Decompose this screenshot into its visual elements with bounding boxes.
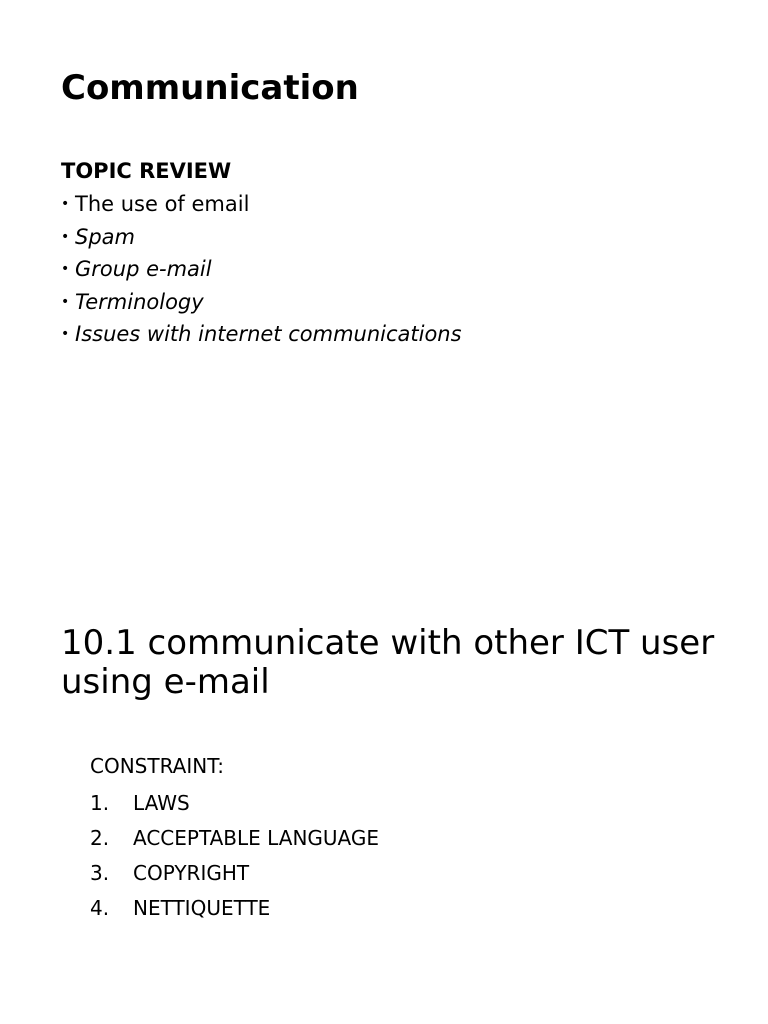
item-text: COPYRIGHT	[133, 861, 250, 885]
topic-review	[61, 156, 462, 351]
bullet-item	[61, 188, 462, 221]
bullet-text: Group e-mail	[75, 257, 212, 281]
bullet-text: Spam	[75, 224, 135, 249]
bullet-text: Terminology	[75, 289, 204, 314]
bullet-icon: •	[61, 293, 70, 310]
item-number: 4.	[90, 896, 110, 920]
topic-review-list	[61, 188, 462, 351]
bullet-icon: •	[61, 228, 70, 245]
constraint-label: CONSTRAINT:	[90, 754, 224, 778]
bullet-item	[61, 253, 462, 286]
slide-title: Communication	[61, 68, 359, 108]
constraint-item	[90, 856, 379, 891]
constraint-item	[90, 821, 379, 856]
constraint-list	[90, 786, 379, 926]
constraint-item	[90, 786, 379, 821]
bullet-text: The use of email	[75, 192, 250, 216]
item-text: ACCEPTABLE LANGUAGE	[133, 826, 380, 850]
slide-email-constraints	[0, 512, 768, 1024]
bullet-icon: •	[61, 196, 70, 212]
bullet-icon: •	[61, 261, 70, 277]
constraint-item	[90, 891, 379, 926]
item-text: NETTIQUETTE	[133, 896, 271, 920]
bullet-item	[61, 286, 462, 319]
bullet-icon: •	[61, 326, 70, 342]
section-heading: 10.1 communicate with other ICT user using e-mail	[61, 623, 715, 702]
constraint-block	[90, 752, 379, 926]
item-number: 3.	[90, 861, 110, 885]
item-text: LAWS	[133, 791, 190, 815]
item-number: 1.	[90, 791, 110, 815]
bullet-item	[61, 221, 462, 254]
bullet-text: Issues with internet communications	[75, 322, 462, 346]
item-number: 2.	[90, 826, 110, 850]
bullet-item	[61, 318, 462, 351]
topic-review-heading: TOPIC REVIEW	[61, 159, 232, 183]
